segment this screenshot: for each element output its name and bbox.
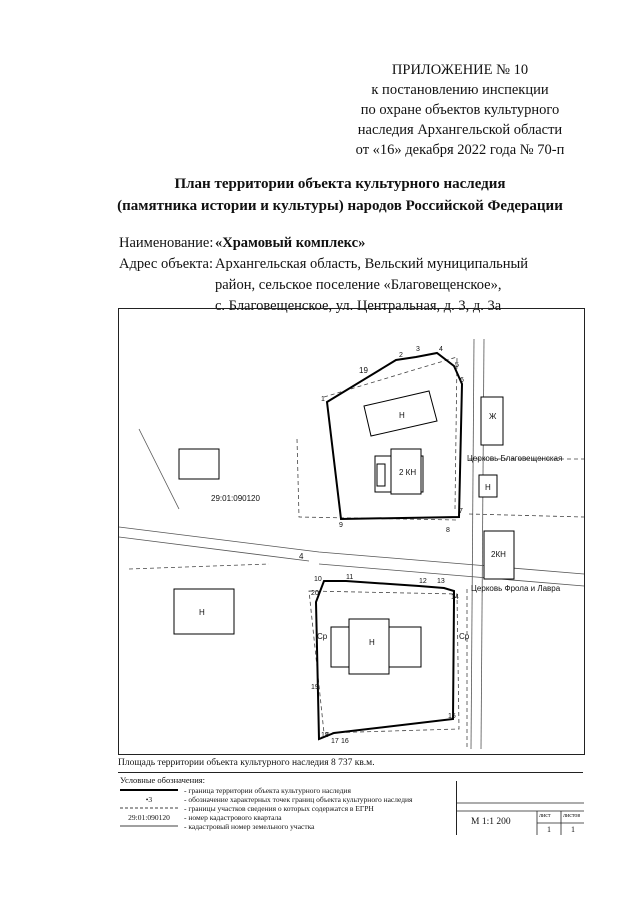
point-label: 19	[311, 684, 319, 691]
buildings-south	[331, 619, 421, 674]
territory-map	[118, 308, 585, 755]
address-line: с. Благовещенское, ул. Центральная, д. 3, д. 3а	[215, 298, 502, 314]
point-label: 12	[419, 578, 427, 585]
point-label: 7	[459, 508, 463, 515]
point-label: 15	[448, 713, 456, 720]
name-value: «Храмовый комплекс»	[215, 235, 366, 251]
legend	[118, 772, 583, 835]
building-label: Н	[485, 483, 491, 492]
legend-symbol	[120, 804, 178, 813]
church-label-2: Церковь Фрола и Лавра	[471, 584, 561, 593]
legend-symbol: •3	[145, 795, 153, 804]
sheet-header: лист	[539, 813, 551, 819]
point-label: 18	[321, 732, 329, 739]
cadastral-lines	[129, 357, 584, 749]
segment-label: Ср	[317, 632, 328, 641]
point-label: 16	[341, 738, 349, 745]
buildings-north	[364, 391, 437, 494]
scale-label: М 1:1 200	[471, 817, 511, 827]
point-label: 10	[314, 576, 322, 583]
building-label: 2 КН	[399, 468, 417, 477]
point-label: 17	[331, 738, 339, 745]
legend-item: •3 - обозначение характерных точек границ объекта культурного наследия	[120, 795, 413, 804]
object-meta	[119, 233, 528, 317]
point-label: 20	[311, 590, 319, 597]
church-label-1: Церковь Благовещенская	[467, 454, 563, 463]
annex-line: по охране объектов культурного	[360, 102, 560, 118]
point-label: 6	[460, 377, 464, 384]
buildings-east	[174, 397, 514, 634]
building-label: Н	[199, 608, 205, 617]
point-label: 5	[455, 362, 459, 369]
sheets-header: листов	[563, 813, 581, 819]
legend-item: - граница территории объекта культурного наследия	[120, 786, 351, 795]
segment-label: Ср	[459, 632, 470, 641]
address-line: район, сельское поселение «Благовещенское»,	[215, 277, 502, 293]
point-label: 11	[346, 574, 354, 581]
building-label: Н	[369, 638, 375, 647]
building-label: Ж	[489, 412, 497, 421]
point-label: 9	[339, 522, 343, 529]
point-label: 13	[437, 578, 445, 585]
legend-item: 29:01:090120 - номер кадастрового квартала	[120, 813, 282, 822]
point-label: 1	[321, 396, 325, 403]
annex-number: ПРИЛОЖЕНИЕ № 10	[391, 62, 529, 78]
legend-title: Условные обозначения:	[120, 775, 206, 785]
area-note: Площадь территории объекта культурного наследия 8 737 кв.м.	[118, 758, 375, 768]
document-title	[100, 173, 580, 217]
address-label: Адрес объекта:	[119, 256, 213, 272]
point-label: 2	[399, 352, 403, 359]
cadastral-number: 29:01:090120	[211, 494, 260, 503]
sheets-value: 1	[571, 825, 575, 834]
name-label: Наименование:	[119, 235, 214, 251]
segment-label: 19	[359, 366, 368, 375]
address-line: Архангельская область, Вельский муниципальный	[215, 256, 529, 272]
legend-symbol	[120, 822, 178, 831]
legend-symbol	[120, 786, 178, 795]
annex-line: к постановлению инспекции	[371, 82, 549, 98]
title-block	[456, 781, 584, 835]
annex-date: от «16» декабря 2022 года № 70-п	[355, 142, 565, 158]
building-label: 2КН	[491, 550, 506, 559]
point-label: 8	[446, 527, 450, 534]
legend-item: - кадастровый номер земельного участка	[120, 822, 315, 831]
point-label: 3	[416, 346, 420, 353]
sheet-cells	[537, 811, 584, 835]
building-label: Н	[399, 411, 405, 420]
title-line: (памятника истории и культуры) народов Российской Федерации	[117, 198, 563, 214]
road-label: 4	[299, 552, 304, 561]
title-line: План территории объекта культурного наследия	[174, 176, 506, 192]
point-label: 4	[439, 346, 443, 353]
annex-header	[330, 60, 590, 160]
point-label: 14	[451, 594, 459, 601]
annex-line: наследия Архангельской области	[357, 122, 563, 138]
legend-symbol: 29:01:090120	[128, 813, 170, 822]
legend-item: - границы участков сведения о которых содержатся в ЕГРН	[120, 804, 374, 813]
map-drawing	[119, 309, 584, 754]
sheet-value: 1	[547, 825, 551, 834]
